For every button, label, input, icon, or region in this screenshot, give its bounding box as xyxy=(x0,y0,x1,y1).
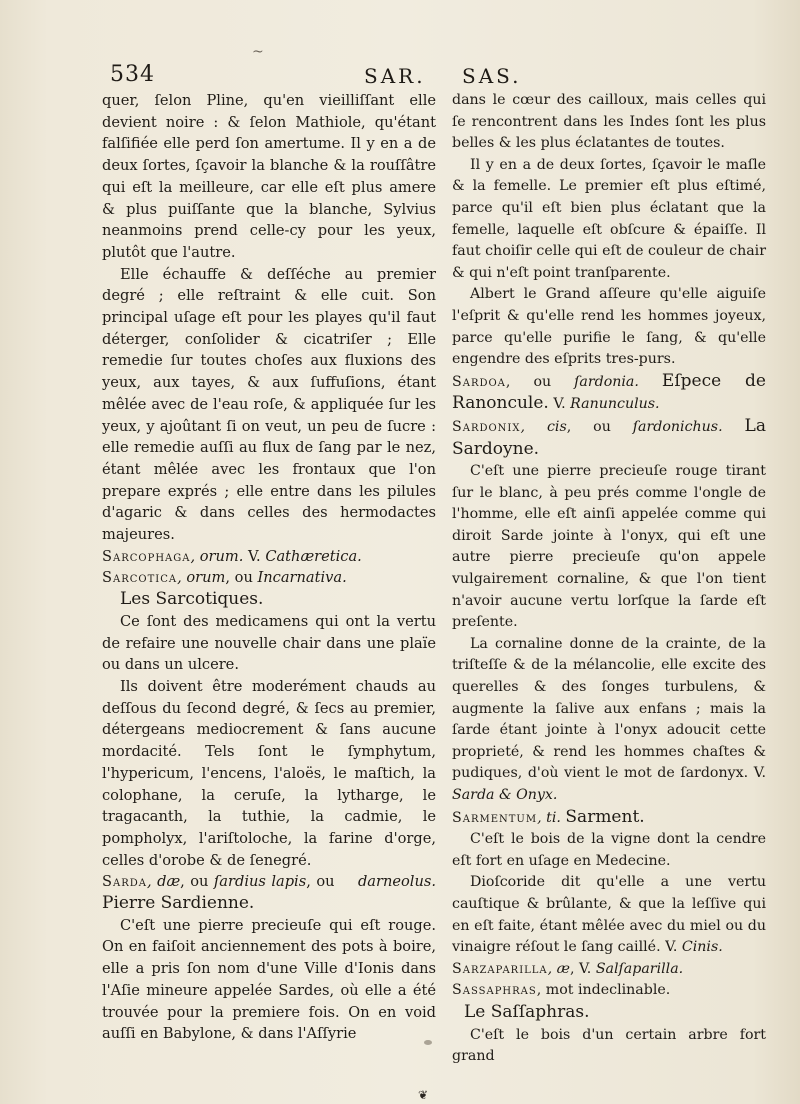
running-head-left: SAR. xyxy=(364,64,426,88)
paragraph xyxy=(452,872,766,958)
vernacular-name: Pierre Sardienne. xyxy=(102,893,255,914)
cross-ref-label: V. xyxy=(660,939,682,956)
cross-ref-label: , V. xyxy=(570,960,596,977)
paragraph: dans le cœur des cailloux, mais celles qui ſe rencontrent dans les Indes ſont les plus belles & les plus éclatantes de toutes. xyxy=(452,92,766,152)
vernacular-name: Le Saſſaphras. xyxy=(464,1001,590,1022)
headword: Sarcophaga xyxy=(102,547,191,565)
grammar-note: , orum xyxy=(177,569,226,587)
paragraph: Elle échauffe & deſſéche au premier degré ; elle reſtraint & elle cuit. Son principal uſage eſt pour les playes qu'il faut déterger, conſolider & cicatriſer ; Elle remedie ſur toutes choſes aux fluxions des yeux, aux tayes, & aux ſuffuſions, étant mêlée avec de l'eau roſe, & appliquée ſur les yeux, y ajoûtant ſi on veut, un peu de ſucre : elle remedie auſſi au flux de ſang par le nez, étant mêlée avec les frontaux que l'on prepare exprés ; elle entre dans les pilules d'agaric & dans celles des hermodactes majeures. xyxy=(102,265,436,544)
paragraph: Albert le Grand aſſeure qu'elle aiguiſe l'eſprit & qu'elle rend les hommes joyeux, parce qu'elle purifie le ſang, & qu'elle engendre des eſprits tres-purs. xyxy=(452,286,766,368)
dictionary-entry xyxy=(102,567,436,610)
paragraph: Ce ſont des medicamens qui ont la vertu de refaire une nouvelle chair dans une plaïe ou dans un ulcere. xyxy=(102,612,436,674)
headword: Sarda xyxy=(102,873,147,891)
footer-mark: ❦ xyxy=(418,1088,429,1102)
grammar-note: , cis xyxy=(520,418,567,435)
cross-reference: Cathæretica. xyxy=(265,547,362,565)
grammar-note: , æ xyxy=(547,960,571,977)
paragraph: C'eſt une pierre precieuſe qui eſt rouge. On en faiſoit anciennement des pots à boire, elle a pris ſon nom d'une Ville d'Ionis dans l'Aſie mineure appelée Sardes, où elle a été trouvée pour la premiere fois. On en void auſſi en Babylone, & dans l'Aſſyrie xyxy=(102,916,436,1043)
left-column xyxy=(102,90,436,1045)
paragraph xyxy=(452,634,766,807)
cross-reference: darneolus. xyxy=(357,873,437,891)
cross-ref-label: V. xyxy=(748,765,766,782)
headword: Sarzaparilla xyxy=(452,960,548,977)
paragraph: C'eſt le bois d'un certain arbre fort grand xyxy=(452,1026,766,1065)
grammar-note: , dæ xyxy=(147,873,181,891)
ink-speck xyxy=(424,1040,432,1045)
cross-reference: Incarnativa. xyxy=(257,569,347,587)
paragraph: C'eſt une pierre precieuſe rouge tirant ſur le blanc, à peu prés comme l'ongle de l'homme, elle eſt ainſi appelée comme qui diroit Sarde jointe à l'onyx, qui eſt une autre pierre precieuſe qu'on appele vulgairement cornaline, & que l'on tient n'avoir aucune vertu lorſque la ſarde eſt preſente. xyxy=(452,463,766,631)
headword: Sardoa xyxy=(452,373,506,390)
vernacular-name: Eſpece de Ranoncule. xyxy=(452,370,766,414)
dictionary-entry xyxy=(102,871,436,914)
dictionary-entry xyxy=(452,980,766,1024)
page-header xyxy=(110,60,770,90)
ornament: ~ xyxy=(252,44,264,60)
paragraph-text: La cornaline donne de la crainte, de la triſteſſe & de la mélancolie, elle excite des querelles & des ſonges turbulens, & augmente la ſalive aux enfans ; mais la ſarde étant jointe à l'onyx adoucit cette proprieté, & rend les hommes chaſtes & pudiques, d'où vient le mot de ſardonyx. xyxy=(452,635,766,782)
page-number: 534 xyxy=(110,62,155,87)
grammar-note: , ti. xyxy=(537,809,561,826)
headword: Sarcotica xyxy=(102,569,178,587)
cross-ref-label: , ou xyxy=(180,873,214,891)
vernacular-name: Les Sarcotiques. xyxy=(120,589,264,610)
vernacular-name: La Sardoyne. xyxy=(452,415,766,459)
paragraph: Il y en a de deux ſortes, ſçavoir le maſle & la femelle. Le premier eſt plus eſtimé, parce qu'il eſt bien plus éclatant que la femelle, laquelle eſt obſcure & épaiſſe. Il faut choiſir celle qui eſt de couleur de chair & qui n'eſt point tranſparente. xyxy=(452,156,766,281)
paragraph-text: Dioſcoride dit qu'elle a une vertu cauſtique & brûlante, & que la leſſive qui en eſt faite, étant mêlée avec du miel ou du vinaigre réſout le ſang caillé. xyxy=(452,874,766,956)
headword: Sarmentum xyxy=(452,809,538,826)
cross-reference: ſardius lapis xyxy=(213,873,307,891)
paragraph: quer, ſelon Pline, qu'en vieilliſſant elle devient noire : & ſelon Mathiole, qu'étant falſifiée elle perd ſon amertume. Il y en a de deux ſortes, ſçavoir la blanche & la rouſſâtre qui eſt la meilleure, car elle eſt plus amere & plus puiſſante que la blanche, Sylvius neanmoins prend celle-cy pour les yeux, plutôt que l'autre. xyxy=(102,92,436,261)
cross-ref-label: , ou xyxy=(566,418,633,435)
cross-ref-label: , ou xyxy=(306,873,335,891)
cross-reference: Cinis. xyxy=(681,939,723,956)
cross-ref-label: , ou xyxy=(225,569,258,587)
paragraph: C'eſt le bois de la vigne dont la cendre eſt fort en uſage en Medecine. xyxy=(452,831,766,869)
dictionary-entry xyxy=(452,959,766,981)
cross-reference: ſardonia. xyxy=(574,373,639,390)
entry-note: , mot indeclinable. xyxy=(536,982,671,999)
cross-ref-label: V. xyxy=(243,547,266,565)
cross-reference: ſardonichus. xyxy=(632,418,723,435)
vernacular-name: Sarment. xyxy=(565,806,645,827)
dictionary-entry xyxy=(102,546,436,568)
cross-reference: Salſaparilla. xyxy=(595,960,684,977)
paragraph: Ils doivent être moderément chauds au deſſous du ſecond degré, & ſecs au premier, détergeans mediocrement & ſans aucune mordacité. Tels ſont le ſymphytum, l'hypericum, l'encens, l'aloës, le maſtich, la colophane, la ceruſe, la lytharge, le tragacanth, la tuthie, la cadmie, le pompholyx, l'ariſtoloche, la farine d'orge, celles d'orobe & de ſenegré. xyxy=(102,677,436,869)
cross-reference: Sarda & Onyx. xyxy=(452,787,558,803)
running-head-right: SAS. xyxy=(462,64,522,88)
grammar-note: , orum. xyxy=(190,547,244,565)
cross-reference: Ranunculus. xyxy=(570,396,660,413)
right-column xyxy=(452,90,766,1068)
dictionary-entry xyxy=(452,416,766,461)
dictionary-entry xyxy=(452,371,766,416)
headword: Sassaphras xyxy=(452,982,537,999)
headword: Sardonix xyxy=(452,418,521,435)
cross-ref-label: V. xyxy=(548,396,571,413)
dictionary-entry xyxy=(452,807,766,830)
cross-ref-label: , ou xyxy=(505,373,575,390)
